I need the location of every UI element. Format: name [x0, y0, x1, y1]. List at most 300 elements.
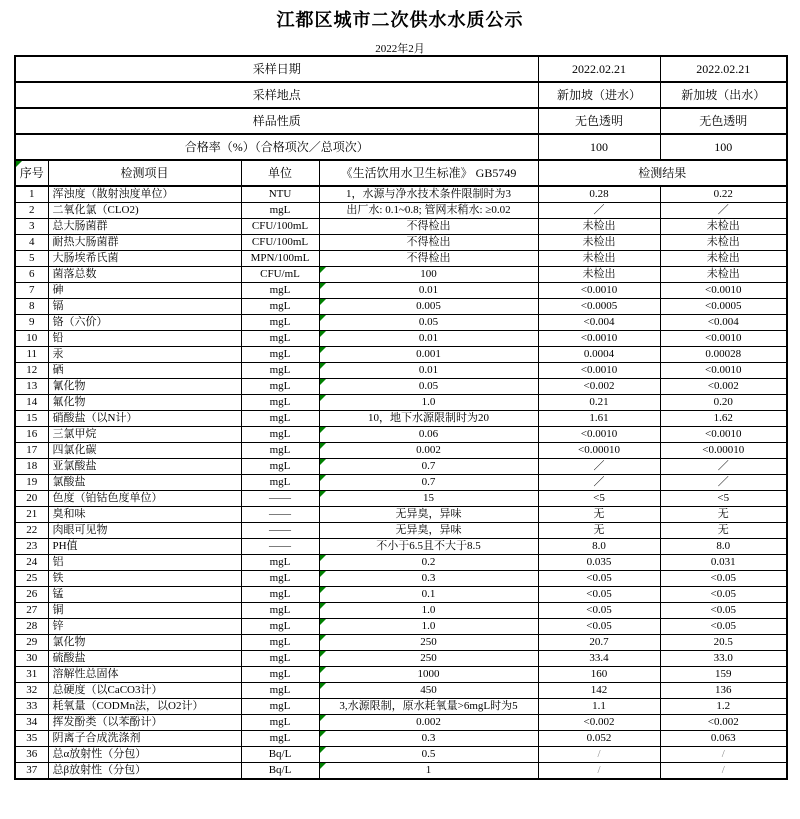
row-standard: 1.0 — [319, 619, 538, 635]
row-unit: mgL — [241, 203, 319, 219]
row-result-inlet: 0.035 — [538, 555, 660, 571]
row-standard: 0.7 — [319, 459, 538, 475]
row-item: 总α放射性（分包） — [48, 747, 241, 763]
row-no: 9 — [15, 315, 48, 331]
row-unit: mgL — [241, 603, 319, 619]
row-no: 20 — [15, 491, 48, 507]
row-result-outlet: 0.031 — [660, 555, 787, 571]
row-unit: —— — [241, 539, 319, 555]
row-result-inlet: <0.0010 — [538, 331, 660, 347]
row-result-inlet: <0.00010 — [538, 443, 660, 459]
info-value-inlet: 新加坡（进水） — [538, 82, 660, 108]
cell-flag-icon — [320, 571, 326, 577]
row-result-inlet: / — [538, 747, 660, 763]
row-standard: 0.01 — [319, 363, 538, 379]
row-item: 硝酸盐（以N计） — [48, 411, 241, 427]
table-row — [15, 715, 787, 731]
row-item: 四氯化碳 — [48, 443, 241, 459]
row-result-outlet: 136 — [660, 683, 787, 699]
row-unit: MPN/100mL — [241, 251, 319, 267]
table-row — [15, 219, 787, 235]
row-item: 溶解性总固体 — [48, 667, 241, 683]
cell-flag-icon — [320, 395, 326, 401]
row-no: 10 — [15, 331, 48, 347]
row-no: 18 — [15, 459, 48, 475]
row-standard: 1000 — [319, 667, 538, 683]
row-no: 12 — [15, 363, 48, 379]
row-result-outlet: 8.0 — [660, 539, 787, 555]
table-row — [15, 635, 787, 651]
row-item: 铁 — [48, 571, 241, 587]
row-item: 氟化物 — [48, 395, 241, 411]
row-result-outlet: 0.063 — [660, 731, 787, 747]
row-result-inlet: ／ — [538, 459, 660, 475]
table-row — [15, 747, 787, 763]
row-standard: 10，地下水源限制时为20 — [319, 411, 538, 427]
row-result-inlet: / — [538, 763, 660, 780]
row-no: 21 — [15, 507, 48, 523]
row-result-outlet: <0.002 — [660, 379, 787, 395]
row-no: 33 — [15, 699, 48, 715]
row-no: 37 — [15, 763, 48, 780]
row-result-outlet: 0.20 — [660, 395, 787, 411]
table-row — [15, 395, 787, 411]
row-no: 16 — [15, 427, 48, 443]
table-row — [15, 475, 787, 491]
table-row — [15, 235, 787, 251]
row-standard: 无异臭，异味 — [319, 507, 538, 523]
row-result-outlet: 159 — [660, 667, 787, 683]
table-row — [15, 315, 787, 331]
row-result-inlet: 20.7 — [538, 635, 660, 651]
row-result-outlet: <0.0010 — [660, 331, 787, 347]
row-no: 11 — [15, 347, 48, 363]
row-unit: mgL — [241, 283, 319, 299]
row-result-outlet: <0.0005 — [660, 299, 787, 315]
row-item: 硒 — [48, 363, 241, 379]
row-result-inlet: 8.0 — [538, 539, 660, 555]
table-row — [15, 731, 787, 747]
row-result-outlet: <0.004 — [660, 315, 787, 331]
row-item: 阴离子合成洗涤剂 — [48, 731, 241, 747]
row-standard: 0.2 — [319, 555, 538, 571]
row-result-outlet: <5 — [660, 491, 787, 507]
row-unit: mgL — [241, 459, 319, 475]
row-item: 大肠埃希氏菌 — [48, 251, 241, 267]
row-standard: 不得检出 — [319, 251, 538, 267]
row-result-outlet: ／ — [660, 475, 787, 491]
cell-flag-icon — [320, 427, 326, 433]
row-no: 2 — [15, 203, 48, 219]
row-standard: 250 — [319, 651, 538, 667]
table-row — [15, 203, 787, 219]
row-result-outlet: ／ — [660, 203, 787, 219]
row-no: 19 — [15, 475, 48, 491]
info-rows — [15, 56, 787, 160]
row-result-inlet: 0.28 — [538, 186, 660, 203]
row-no: 22 — [15, 523, 48, 539]
table-row — [15, 347, 787, 363]
row-no: 28 — [15, 619, 48, 635]
row-unit: —— — [241, 523, 319, 539]
info-label: 合格率（%）（合格项次／总项次） — [15, 134, 538, 160]
row-no: 29 — [15, 635, 48, 651]
info-label: 样品性质 — [15, 108, 538, 134]
row-result-inlet: 无 — [538, 507, 660, 523]
table-row — [15, 267, 787, 283]
row-no: 5 — [15, 251, 48, 267]
row-result-inlet: 1.1 — [538, 699, 660, 715]
row-item: 砷 — [48, 283, 241, 299]
row-standard: 无异臭，异味 — [319, 523, 538, 539]
table-row — [15, 363, 787, 379]
row-no: 36 — [15, 747, 48, 763]
row-item: 铜 — [48, 603, 241, 619]
info-value-inlet: 100 — [538, 134, 660, 160]
row-result-outlet: 1.62 — [660, 411, 787, 427]
row-unit: mgL — [241, 635, 319, 651]
row-no: 24 — [15, 555, 48, 571]
cell-flag-icon — [320, 619, 326, 625]
row-standard: 1.0 — [319, 603, 538, 619]
row-standard: 0.05 — [319, 379, 538, 395]
row-item: 耗氧量（CODMn法，以O2计） — [48, 699, 241, 715]
row-result-outlet: 未检出 — [660, 219, 787, 235]
row-no: 4 — [15, 235, 48, 251]
row-no: 15 — [15, 411, 48, 427]
row-item: 二氧化氯（CLO2) — [48, 203, 241, 219]
row-result-outlet: <0.0010 — [660, 427, 787, 443]
row-unit: CFU/100mL — [241, 235, 319, 251]
row-result-inlet: <0.002 — [538, 379, 660, 395]
row-standard: 不小于6.5且不大于8.5 — [319, 539, 538, 555]
row-unit: —— — [241, 507, 319, 523]
row-result-inlet: <0.05 — [538, 603, 660, 619]
row-result-inlet: <0.0010 — [538, 427, 660, 443]
row-result-inlet: <0.05 — [538, 619, 660, 635]
data-rows — [15, 186, 787, 779]
row-item: 氯化物 — [48, 635, 241, 651]
row-item: 总β放射性（分包） — [48, 763, 241, 780]
row-result-outlet: <0.05 — [660, 619, 787, 635]
table-row — [15, 683, 787, 699]
row-result-inlet: 0.0004 — [538, 347, 660, 363]
row-result-inlet: <5 — [538, 491, 660, 507]
row-result-inlet: ／ — [538, 203, 660, 219]
cell-flag-icon — [320, 379, 326, 385]
row-result-outlet: 0.22 — [660, 186, 787, 203]
table-row — [15, 603, 787, 619]
row-unit: mgL — [241, 475, 319, 491]
row-unit: mgL — [241, 331, 319, 347]
table-row — [15, 651, 787, 667]
row-no: 6 — [15, 267, 48, 283]
table-row — [15, 555, 787, 571]
cell-flag-icon — [320, 491, 326, 497]
table-row — [15, 587, 787, 603]
info-value-inlet: 2022.02.21 — [538, 56, 660, 82]
table-row — [15, 427, 787, 443]
table-row — [15, 491, 787, 507]
row-result-outlet: 33.0 — [660, 651, 787, 667]
row-item: 锌 — [48, 619, 241, 635]
row-standard: 450 — [319, 683, 538, 699]
cell-flag-icon — [320, 475, 326, 481]
cell-flag-icon — [320, 315, 326, 321]
row-item: 色度（铂钴色度单位） — [48, 491, 241, 507]
row-result-inlet: ／ — [538, 475, 660, 491]
row-no: 17 — [15, 443, 48, 459]
info-value-outlet: 无色透明 — [660, 108, 787, 134]
row-unit: mgL — [241, 683, 319, 699]
table-row — [15, 619, 787, 635]
cell-flag-icon — [320, 683, 326, 689]
report-month: 2022年2月 — [375, 43, 425, 55]
row-item: 挥发酚类（以苯酚计） — [48, 715, 241, 731]
row-item: 氯酸盐 — [48, 475, 241, 491]
row-result-outlet: <0.05 — [660, 603, 787, 619]
table-row — [15, 379, 787, 395]
row-result-inlet: <0.0010 — [538, 363, 660, 379]
info-value-outlet: 100 — [660, 134, 787, 160]
cell-flag-icon — [320, 635, 326, 641]
row-unit: Bq/L — [241, 747, 319, 763]
cell-flag-icon — [320, 331, 326, 337]
row-result-inlet: <0.004 — [538, 315, 660, 331]
row-result-outlet: <0.00010 — [660, 443, 787, 459]
row-result-inlet: <0.05 — [538, 571, 660, 587]
row-result-outlet: / — [660, 747, 787, 763]
row-item: 铬（六价） — [48, 315, 241, 331]
row-item: 三氯甲烷 — [48, 427, 241, 443]
row-no: 14 — [15, 395, 48, 411]
row-standard: 0.002 — [319, 443, 538, 459]
row-result-inlet: <0.0005 — [538, 299, 660, 315]
info-row — [15, 134, 787, 160]
row-result-outlet: <0.002 — [660, 715, 787, 731]
cell-flag-icon — [320, 587, 326, 593]
row-standard: 1，水源与净水技术条件限制时为3 — [319, 186, 538, 203]
row-result-outlet: 无 — [660, 507, 787, 523]
table-row — [15, 283, 787, 299]
col-header-no: 序号 — [15, 160, 48, 186]
row-unit: mgL — [241, 315, 319, 331]
row-standard: 出厂水: 0.1~0.8; 管网末稍水: ≥0.02 — [319, 203, 538, 219]
row-unit: CFU/mL — [241, 267, 319, 283]
info-row — [15, 108, 787, 134]
row-result-outlet: 未检出 — [660, 235, 787, 251]
row-unit: mgL — [241, 571, 319, 587]
col-header-standard: 《生活饮用水卫生标准》 GB5749 — [319, 160, 538, 186]
row-item: 锰 — [48, 587, 241, 603]
row-standard: 1.0 — [319, 395, 538, 411]
row-unit: mgL — [241, 715, 319, 731]
row-no: 13 — [15, 379, 48, 395]
row-result-outlet: <0.05 — [660, 571, 787, 587]
table-row — [15, 763, 787, 780]
row-standard: 0.005 — [319, 299, 538, 315]
row-unit: mgL — [241, 363, 319, 379]
row-result-outlet: / — [660, 763, 787, 780]
row-standard: 0.1 — [319, 587, 538, 603]
info-value-inlet: 无色透明 — [538, 108, 660, 134]
row-no: 34 — [15, 715, 48, 731]
row-unit: mgL — [241, 443, 319, 459]
row-no: 27 — [15, 603, 48, 619]
water-quality-table — [14, 55, 788, 780]
row-no: 25 — [15, 571, 48, 587]
row-result-outlet: ／ — [660, 459, 787, 475]
row-item: 菌落总数 — [48, 267, 241, 283]
row-standard: 0.3 — [319, 571, 538, 587]
row-item: 汞 — [48, 347, 241, 363]
row-unit: mgL — [241, 427, 319, 443]
cell-flag-icon — [320, 763, 326, 769]
cell-flag-icon — [320, 299, 326, 305]
row-standard: 0.002 — [319, 715, 538, 731]
table-row — [15, 411, 787, 427]
row-no: 7 — [15, 283, 48, 299]
row-result-inlet: 无 — [538, 523, 660, 539]
info-label: 采样日期 — [15, 56, 538, 82]
row-item: 氰化物 — [48, 379, 241, 395]
row-result-outlet: 20.5 — [660, 635, 787, 651]
table-row — [15, 299, 787, 315]
info-row — [15, 82, 787, 108]
row-item: 臭和味 — [48, 507, 241, 523]
row-unit: mgL — [241, 651, 319, 667]
row-no: 3 — [15, 219, 48, 235]
row-item: 耐热大肠菌群 — [48, 235, 241, 251]
row-result-inlet: 0.052 — [538, 731, 660, 747]
row-item: 铅 — [48, 331, 241, 347]
info-row — [15, 56, 787, 82]
cell-flag-icon — [320, 555, 326, 561]
row-result-inlet: <0.002 — [538, 715, 660, 731]
cell-flag-icon — [320, 731, 326, 737]
row-unit: CFU/100mL — [241, 219, 319, 235]
row-unit: mgL — [241, 731, 319, 747]
column-header-row — [15, 160, 787, 186]
row-no: 1 — [15, 186, 48, 203]
row-standard: 0.05 — [319, 315, 538, 331]
row-item: 总大肠菌群 — [48, 219, 241, 235]
page-title: 江都区城市二次供水水质公示 — [276, 10, 524, 30]
table-row — [15, 186, 787, 203]
row-standard: 不得检出 — [319, 219, 538, 235]
row-result-inlet: <0.05 — [538, 587, 660, 603]
row-no: 23 — [15, 539, 48, 555]
row-standard: 0.5 — [319, 747, 538, 763]
cell-flag-icon — [320, 667, 326, 673]
row-standard: 0.001 — [319, 347, 538, 363]
cell-flag-icon — [320, 347, 326, 353]
row-standard: 15 — [319, 491, 538, 507]
cell-flag-icon — [320, 283, 326, 289]
row-result-outlet: 未检出 — [660, 251, 787, 267]
row-unit: mgL — [241, 699, 319, 715]
row-item: 铝 — [48, 555, 241, 571]
row-standard: 100 — [319, 267, 538, 283]
table-row — [15, 459, 787, 475]
table-row — [15, 251, 787, 267]
row-result-inlet: <0.0010 — [538, 283, 660, 299]
row-item: 浑浊度（散射浊度单位） — [48, 186, 241, 203]
table-row — [15, 539, 787, 555]
col-header-item: 检测项目 — [48, 160, 241, 186]
row-item: 亚氯酸盐 — [48, 459, 241, 475]
row-unit: —— — [241, 491, 319, 507]
info-value-outlet: 2022.02.21 — [660, 56, 787, 82]
table-row — [15, 331, 787, 347]
cell-flag-icon — [320, 363, 326, 369]
row-item: PH值 — [48, 539, 241, 555]
cell-flag-icon — [320, 443, 326, 449]
row-result-inlet: 142 — [538, 683, 660, 699]
row-result-outlet: <0.0010 — [660, 283, 787, 299]
row-result-outlet: 0.00028 — [660, 347, 787, 363]
row-result-inlet: 1.61 — [538, 411, 660, 427]
cell-flag-icon — [320, 603, 326, 609]
row-no: 35 — [15, 731, 48, 747]
row-unit: mgL — [241, 619, 319, 635]
row-result-inlet: 未检出 — [538, 251, 660, 267]
row-result-inlet: 160 — [538, 667, 660, 683]
cell-flag-icon — [320, 267, 326, 273]
row-unit: mgL — [241, 299, 319, 315]
row-no: 8 — [15, 299, 48, 315]
row-result-inlet: 0.21 — [538, 395, 660, 411]
row-unit: mgL — [241, 347, 319, 363]
row-result-outlet: <0.05 — [660, 587, 787, 603]
row-standard: 1 — [319, 763, 538, 780]
table-row — [15, 667, 787, 683]
row-result-outlet: 未检出 — [660, 267, 787, 283]
table-row — [15, 507, 787, 523]
row-standard: 0.01 — [319, 283, 538, 299]
row-unit: mgL — [241, 587, 319, 603]
row-standard: 0.3 — [319, 731, 538, 747]
row-no: 32 — [15, 683, 48, 699]
row-unit: mgL — [241, 667, 319, 683]
table-row — [15, 699, 787, 715]
row-unit: mgL — [241, 555, 319, 571]
col-header-result: 检测结果 — [538, 160, 787, 186]
row-item: 镉 — [48, 299, 241, 315]
row-result-inlet: 未检出 — [538, 235, 660, 251]
row-unit: NTU — [241, 186, 319, 203]
row-standard: 0.7 — [319, 475, 538, 491]
row-standard: 250 — [319, 635, 538, 651]
row-result-outlet: 无 — [660, 523, 787, 539]
row-no: 30 — [15, 651, 48, 667]
cell-flag-icon — [320, 715, 326, 721]
row-result-inlet: 未检出 — [538, 267, 660, 283]
row-item: 总硬度（以CaCO3计） — [48, 683, 241, 699]
row-no: 31 — [15, 667, 48, 683]
table-row — [15, 523, 787, 539]
row-unit: mgL — [241, 411, 319, 427]
cell-flag-icon — [320, 459, 326, 465]
table-row — [15, 571, 787, 587]
row-result-inlet: 未检出 — [538, 219, 660, 235]
cell-flag-icon — [320, 747, 326, 753]
cell-flag-icon — [16, 161, 22, 167]
row-item: 硫酸盐 — [48, 651, 241, 667]
row-standard: 3,水源限制，原水耗氧量>6mgL时为5 — [319, 699, 538, 715]
row-result-outlet: 1.2 — [660, 699, 787, 715]
row-unit: mgL — [241, 379, 319, 395]
